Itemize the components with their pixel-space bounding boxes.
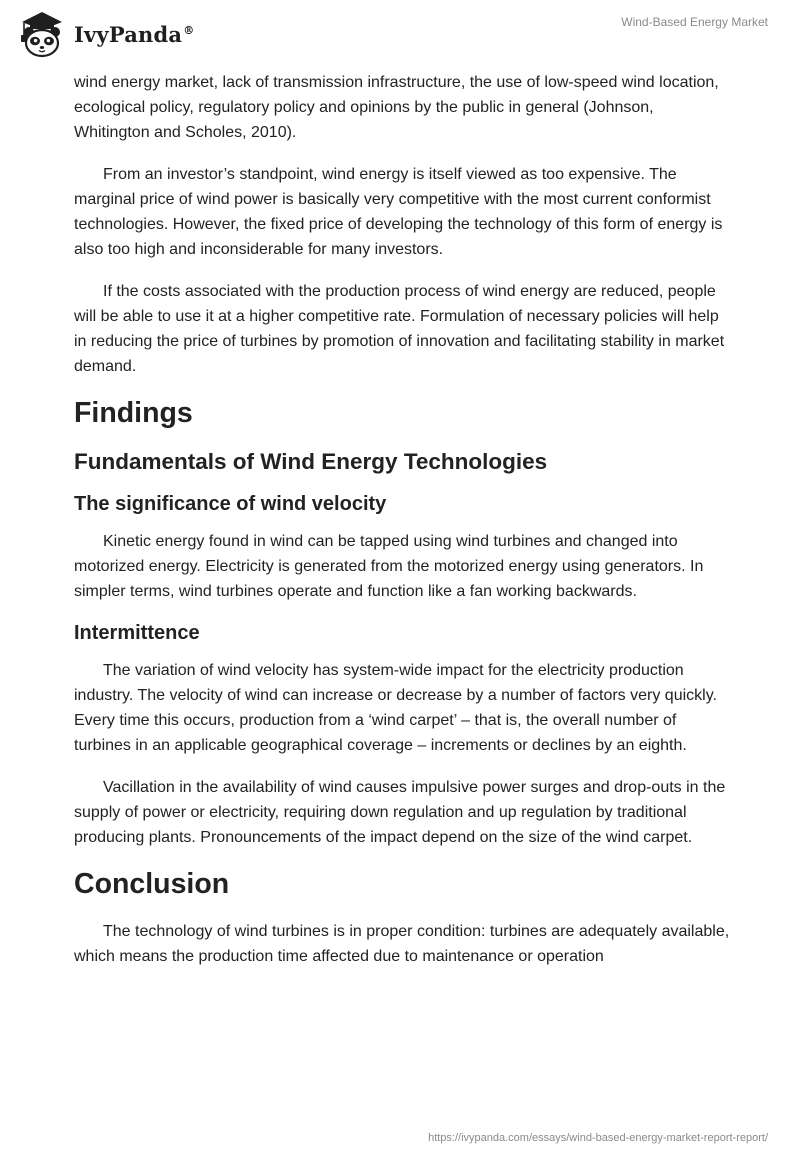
document-title: Wind-Based Energy Market <box>621 15 768 29</box>
site-logo[interactable] <box>14 8 194 58</box>
section-heading-conclusion: Conclusion <box>74 868 230 900</box>
paragraph: Kinetic energy found in wind can be tapped using wind turbines and changed into motorized energy. Electricity is generated from the motorized energy using generators. In simpler terms, wind turbines operate and function like a fan working backwards. <box>74 533 704 600</box>
paragraph: Vacillation in the availability of wind causes impulsive power surges and drop-outs in the supply of power or electricity, requiring down regulation and up regulation by traditional producing plants. Pronouncements of the impact depend on the size of the wind carpet. <box>74 779 726 846</box>
paragraph: From an investor’s standpoint, wind energy is itself viewed as too expensive. The marginal price of wind power is basically very competitive with the most current conformist technologies. However, the fixed price of developing the technology of this form of energy is also too high and inconsiderable for many investors. <box>74 166 723 258</box>
paragraph: If the costs associated with the production process of wind energy are reduced, people will be able to use it at a higher competitive rate. Formulation of necessary policies will help in reducing the price of turbines by promotion of innovation and facilitating stability in market demand. <box>74 283 725 375</box>
registered-mark: ® <box>183 23 195 37</box>
section-heading-findings: Findings <box>74 397 193 429</box>
subheading-wind-velocity: The significance of wind velocity <box>74 493 387 515</box>
source-url-link[interactable]: https://ivypanda.com/essays/wind-based-energy-market-report-report/ <box>428 1132 768 1144</box>
subsection-heading-fundamentals: Fundamentals of Wind Energy Technologies <box>74 449 548 474</box>
article-body <box>74 70 730 986</box>
paragraph: wind energy market, lack of transmission infrastructure, the use of low-speed wind location, ecological policy, regulatory policy and opinions by the public in general (Johnson, Whitington and Scholes, 2010). <box>74 74 719 141</box>
brand-name: IvyPanda® <box>74 21 195 47</box>
subheading-intermittence: Intermittence <box>74 622 200 644</box>
paragraph: The variation of wind velocity has system-wide impact for the electricity production industry. The velocity of wind can increase or decrease by a number of factors very quickly. Every time this occurs, production from a ‘wind carpet’ – that is, the overall number of turbines in an applicable geographical coverage – increments or declines by an eighth. <box>74 662 717 754</box>
page-header <box>0 0 800 70</box>
panda-graduate-icon <box>14 8 66 58</box>
paragraph: The technology of wind turbines is in proper condition: turbines are adequately available, which means the production time affected due to maintenance or operation <box>74 923 730 965</box>
